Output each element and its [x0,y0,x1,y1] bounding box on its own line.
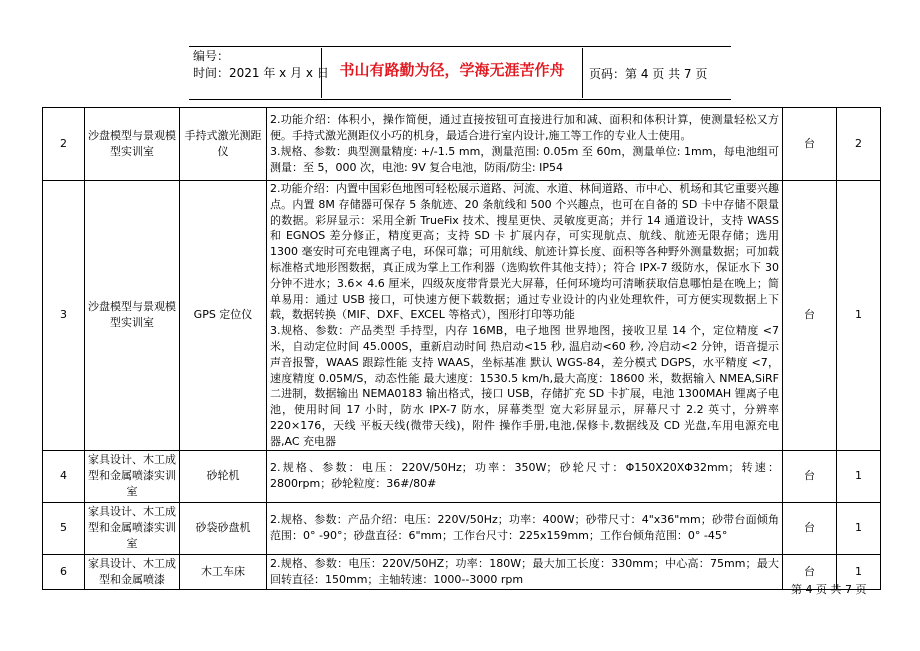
row-number: 4 [43,450,85,502]
description-paragraph: 2.功能介绍：体积小，操作简便，通过直接按钮可直接进行加和减、面积和体积计算，使测量轻松又方便。手持式激光测距仪小巧的机身，最适合进行室内设计,施工等工作的专业人士使用。 [270,113,779,143]
header-divider [321,48,322,98]
header-motto: 书山有路勤为径，学海无涯苦作舟 [339,61,565,79]
description-paragraph: 2.规格、参数：电压：220V/50Hz；功率：350W；砂轮尺寸：Φ150X20XΦ32mm；转速：2800rpm；砂轮粒度：36#/80# [270,461,779,491]
row-item-name: 砂袋砂盘机 [180,502,267,554]
row-description [267,502,783,554]
time-label: 时间：2021 年 x 月 x 日 [193,66,329,80]
row-quantity: 1 [837,181,881,451]
table-row [43,108,881,181]
row-room: 沙盘模型与景观模型实训室 [85,108,180,181]
row-room: 沙盘模型与景观模型实训室 [85,181,180,451]
row-description [267,554,783,589]
table-row [43,502,881,554]
row-room: 家具设计、木工成型和金属喷漆 [85,554,180,589]
row-unit: 台 [783,502,837,554]
page-header [189,46,731,101]
description-paragraph: 2.功能介绍：内置中国彩色地图可轻松展示道路、河流、水道、林间道路、市中心、机场和其它重要兴趣点。内置 8M 存储器可保存 5 条航迹、20 条航线和 500 个兴趣点，也可在自备的 SD 卡中存储不限量的数据。彩屏显示：采用全新 TrueFix 技术、搜星更快、灵敏度更高；并行 14 通道设计，支持 WASS 和 EGNOS 差分修正，精度更高；支持 SD 卡 扩展内存，可实现航点、航线、航迹无限存储；选用 1300 毫安时可充电锂离子电，环保可靠；可用航线、航迹计算长度、面积等各种野外测量数据；可加载标准格式地形图数据，真正成为掌上工作利器（选购软件其他支持）；符合 IPX-7 级防水，保证水下 30 分钟不进水；3.6× 4.6 厘米，四级灰度带背景光大屏幕，任何环境均可清晰获取信息哪怕是在晚上；简单易用：通过 USB 接口，可快速方便下载数据；通过专业设计的内业处理软件，可方便实现数据上下载，数据转换（MIF、DXF、EXCEL 等格式），图形打印等功能 [270,182,779,322]
page-footer: 第 4 页 共 7 页 [791,583,867,596]
description-paragraph: 2.规格、参数：产品介绍：电压：220V/50Hz；功率：400W；砂带尺寸：4"x36"mm；砂带台面倾角范围：0° -90°；砂盘直径：6"mm；工作台尺寸：225x159mm；工作台倾角范围：0° -45° [270,513,779,543]
number-label: 编号： [193,49,230,63]
header-divider [582,48,583,98]
header-bottom-rule [189,99,731,100]
row-quantity: 1 [837,450,881,502]
row-quantity: 2 [837,108,881,181]
description-paragraph: 2.规格、参数：电压：220V/50HZ；功率：180W；最大加工长度：330mm；中心高：75mm；最大回转直径：150mm；主轴转速：1000--3000 rpm [270,556,779,586]
table-row [43,181,881,451]
row-number: 2 [43,108,85,181]
row-room: 家具设计、木工成型和金属喷漆实训室 [85,502,180,554]
row-description [267,181,783,451]
row-number: 3 [43,181,85,451]
row-description [267,450,783,502]
row-unit: 台 [783,554,837,589]
row-item-name: 木工车床 [180,554,267,589]
row-unit: 台 [783,108,837,181]
row-unit: 台 [783,181,837,451]
description-paragraph: 3.规格、参数：典型测量精度: +/-1.5 mm，测量范围: 0.05m 至 60m，测量单位: 1mm，每电池组可测量：至 5，000 次，电池: 9V 复合电池，防雨/防尘: IP54 [270,145,779,174]
description-paragraph: 3.规格、参数：产品类型 手持型，内存 16MB，电子地图 世界地图，接收卫星 14 个，定位精度 <7 米，自动定位时间 45.000S，重新启动时间 热启动<15 秒, 温启动<60 秒, 冷启动<2 分钟，语音提示 声音报警，WAAS 跟踪性能 支持 WAAS，坐标基准 默认 WGS-84，差分模式 DGPS，水平精度 <7，速度精度 0.05M/S，动态性能 最大速度：1530.5 km/h,最大高度：18600 米，数据输入 NMEA,SiRF 二进制，数据输出 NEMA0183 输出格式，接口 USB，存储扩充 SD 卡扩展，电池 1300MAH 锂离子电池，使用时间 17 小时，防水 IPX-7 防水，屏幕类型 宽大彩屏显示，屏幕尺寸 2.2 英寸，分辨率 220×176，天线 平板天线(微带天线)，附件 操作手册,电池,保修卡,数据线及 CD 光盘,车用电源充电器,AC 充电器 [270,324,779,448]
row-unit: 台 [783,450,837,502]
table-row [43,450,881,502]
header-meta [193,48,329,82]
row-item-name: 手持式激光测距仪 [180,108,267,181]
header-top-rule [189,46,731,47]
table-row [43,554,881,589]
row-item-name: GPS 定位仪 [180,181,267,451]
equipment-table [42,107,881,590]
row-quantity: 1 [837,554,881,589]
row-quantity: 1 [837,502,881,554]
header-page-info: 页码：第 4 页 共 7 页 [589,67,708,81]
row-number: 6 [43,554,85,589]
row-room: 家具设计、木工成型和金属喷漆实训室 [85,450,180,502]
row-number: 5 [43,502,85,554]
row-item-name: 砂轮机 [180,450,267,502]
row-description [267,108,783,181]
